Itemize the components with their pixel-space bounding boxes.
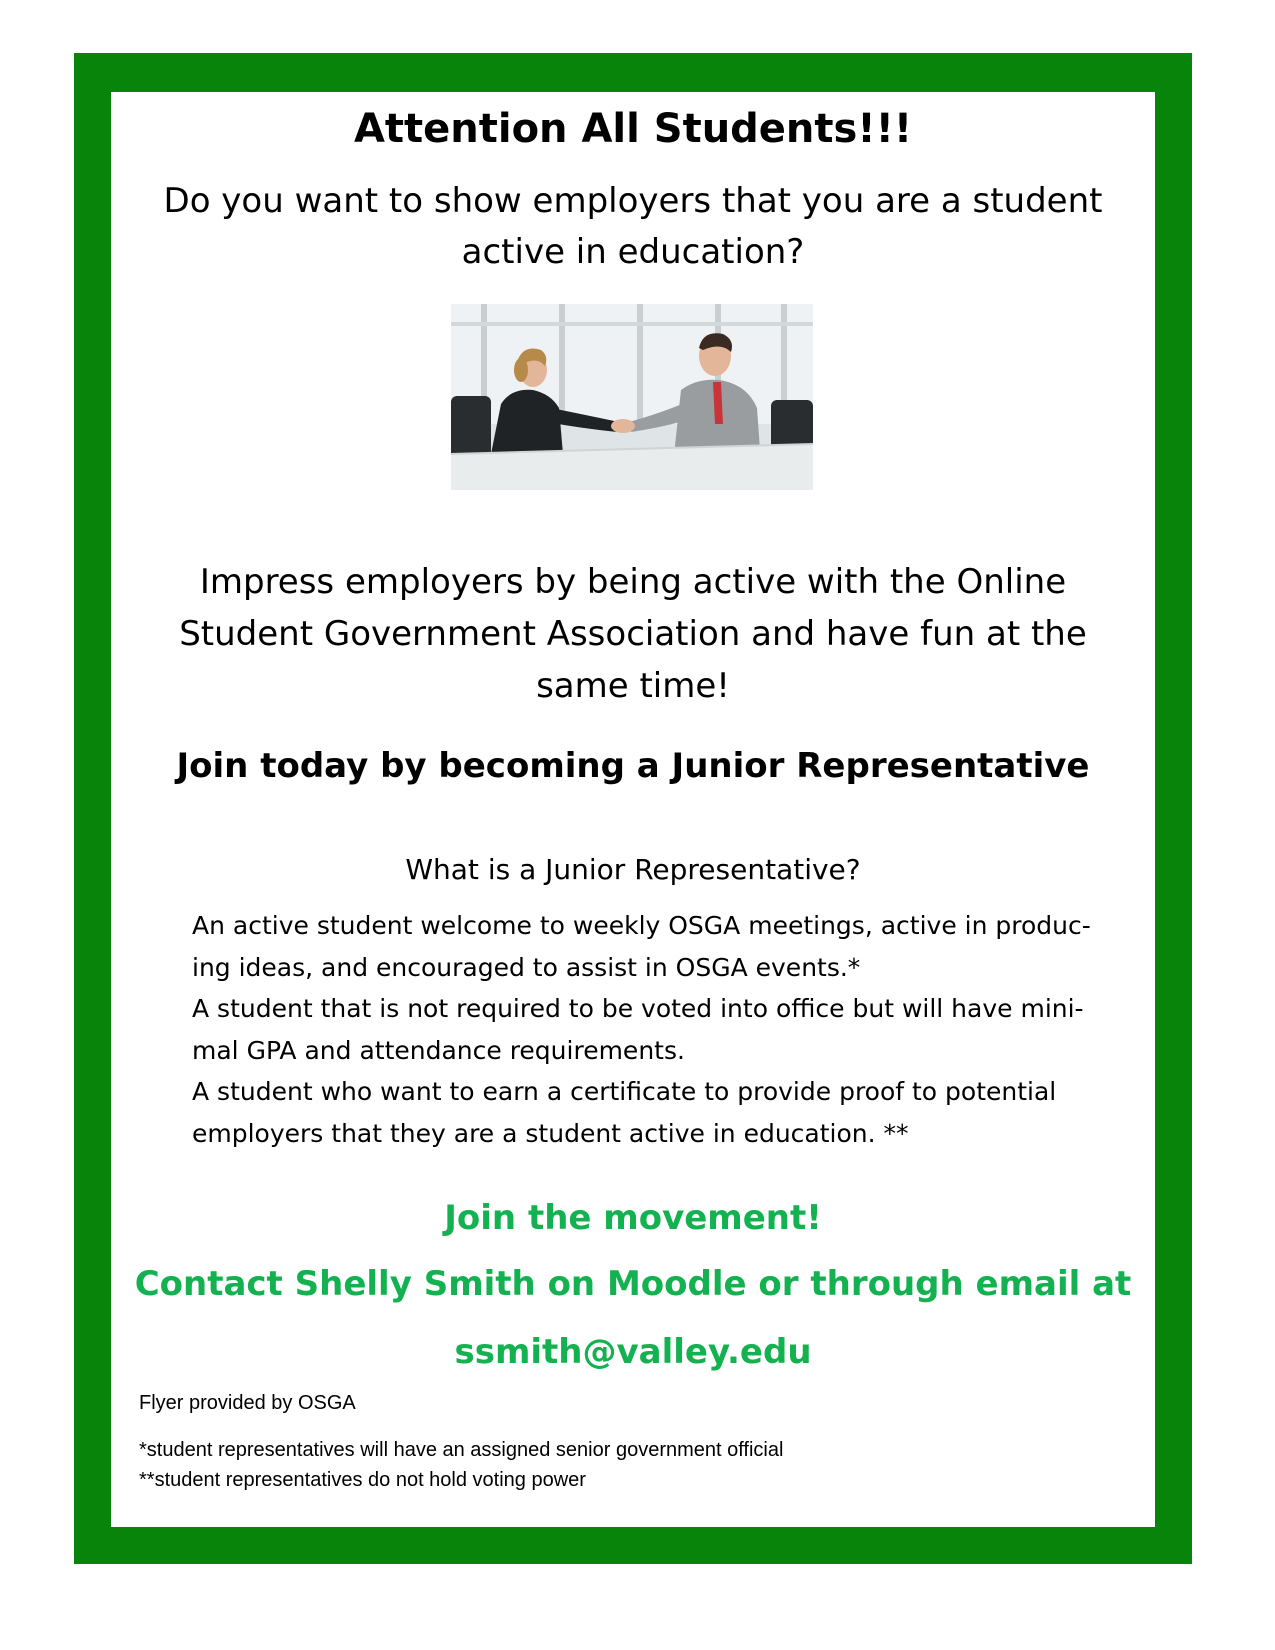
description-line: A student who want to earn a certificate to provide proof to potential [192,1077,1057,1106]
description-line: ing ideas, and encouraged to assist in OSGA events.* [192,952,861,982]
contact-line: Contact Shelly Smith on Moodle or through email at [134,1264,1132,1304]
description-block [192,905,1132,1154]
join-today-heading: Join today by becoming a Junior Representative [176,746,1090,786]
footnote: **student representatives do not hold voting power [139,1469,586,1491]
impress-paragraph: Impress employers by being active with the Online Student Government Association and have fun at the same time! [179,562,1087,706]
what-is-heading: What is a Junior Representative? [405,853,861,886]
description-line: employers that they are a student active in education. ** [192,1118,909,1148]
flyer-title: Attention All Students!!! [353,106,913,152]
description-line: mal GPA and attendance requirements. [192,1035,685,1065]
provided-by-note: Flyer provided by OSGA [139,1392,356,1414]
join-movement-heading: Join the movement! [444,1198,822,1238]
footnote: *student representatives will have an assigned senior government official [139,1439,784,1461]
flyer-question: Do you want to show employers that you are a student active in education? [163,181,1103,272]
description-line: An active student welcome to weekly OSGA meetings, active in produc- [192,911,1091,940]
contact-email: ssmith@valley.edu [454,1332,812,1372]
description-line: A student that is not required to be voted into office but will have mini- [192,994,1084,1023]
handshake-photo [451,304,813,490]
